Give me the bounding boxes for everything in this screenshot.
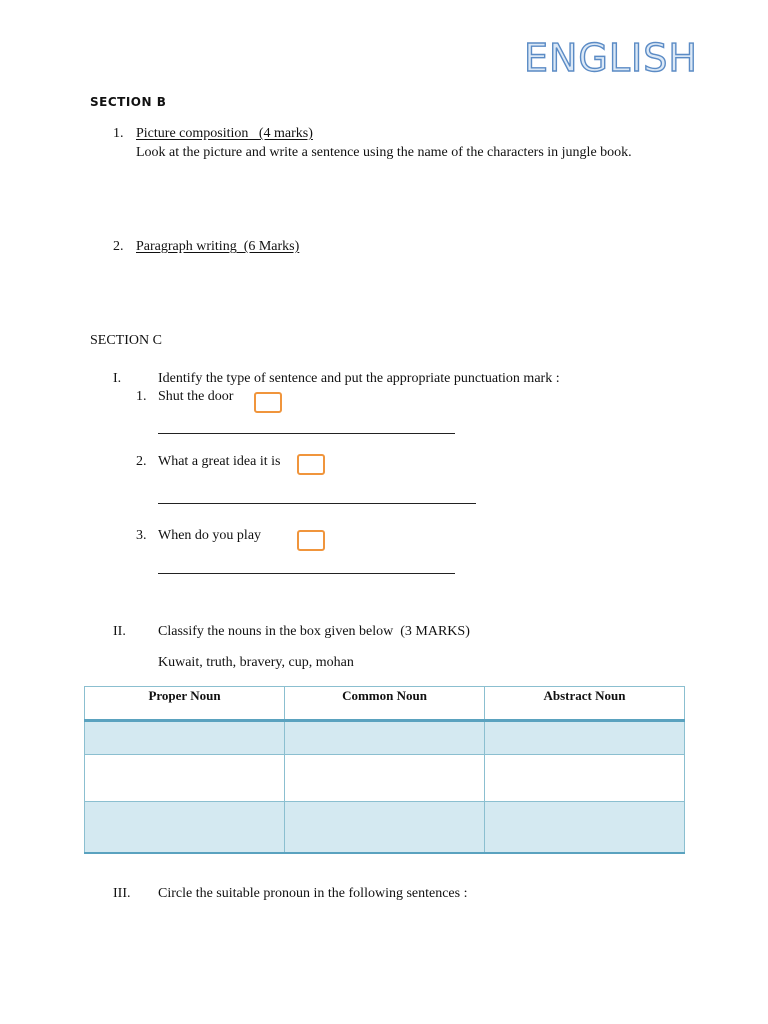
table-cell[interactable] bbox=[285, 721, 485, 755]
item-2-sentence: What a great idea it is bbox=[158, 454, 281, 469]
part1-numeral: I. bbox=[113, 371, 122, 386]
q1-instruction: Look at the picture and write a sentence using the name of the characters in jungle book. bbox=[136, 145, 632, 160]
table-cell[interactable] bbox=[85, 755, 285, 802]
noun-classification-table bbox=[84, 686, 685, 854]
item-1-number: 1. bbox=[136, 389, 147, 404]
table-header-row bbox=[85, 687, 685, 721]
table-cell[interactable] bbox=[85, 721, 285, 755]
section-c-heading: SECTION C bbox=[90, 333, 162, 348]
part2-instruction: Classify the nouns in the box given below (3 MARKS) bbox=[158, 624, 470, 639]
table-row bbox=[85, 802, 685, 853]
item-1-sentence: Shut the door bbox=[158, 389, 234, 404]
item-2-answer-line[interactable] bbox=[158, 503, 476, 504]
header-proper-noun: Proper Noun bbox=[85, 687, 285, 721]
table-cell[interactable] bbox=[485, 721, 685, 755]
part3-instruction: Circle the suitable pronoun in the following sentences : bbox=[158, 886, 468, 901]
table-cell[interactable] bbox=[85, 802, 285, 853]
q1-title: Picture composition (4 marks) bbox=[136, 126, 313, 141]
table-cell[interactable] bbox=[485, 802, 685, 853]
noun-list: Kuwait, truth, bravery, cup, mohan bbox=[158, 655, 354, 670]
item-3-number: 3. bbox=[136, 528, 147, 543]
item-3-punctuation-box[interactable] bbox=[297, 530, 325, 551]
section-b-heading: SECTION B bbox=[90, 95, 167, 109]
table-row bbox=[85, 721, 685, 755]
table-row bbox=[85, 755, 685, 802]
item-1-answer-line[interactable] bbox=[158, 433, 455, 434]
item-3-answer-line[interactable] bbox=[158, 573, 455, 574]
part2-numeral: II. bbox=[113, 624, 126, 639]
part3-numeral: III. bbox=[113, 886, 131, 901]
q2-title: Paragraph writing (6 Marks) bbox=[136, 239, 300, 254]
part1-instruction: Identify the type of sentence and put the appropriate punctuation mark : bbox=[158, 371, 560, 386]
item-3-sentence: When do you play bbox=[158, 528, 262, 543]
header-common-noun: Common Noun bbox=[285, 687, 485, 721]
document-title: ENGLISH bbox=[524, 36, 698, 80]
item-1-punctuation-box[interactable] bbox=[254, 392, 282, 413]
q2-number: 2. bbox=[113, 239, 124, 254]
header-abstract-noun: Abstract Noun bbox=[485, 687, 685, 721]
table-cell[interactable] bbox=[285, 755, 485, 802]
table-cell[interactable] bbox=[485, 755, 685, 802]
item-2-number: 2. bbox=[136, 454, 147, 469]
item-2-punctuation-box[interactable] bbox=[297, 454, 325, 475]
q1-number: 1. bbox=[113, 126, 124, 141]
table-cell[interactable] bbox=[285, 802, 485, 853]
